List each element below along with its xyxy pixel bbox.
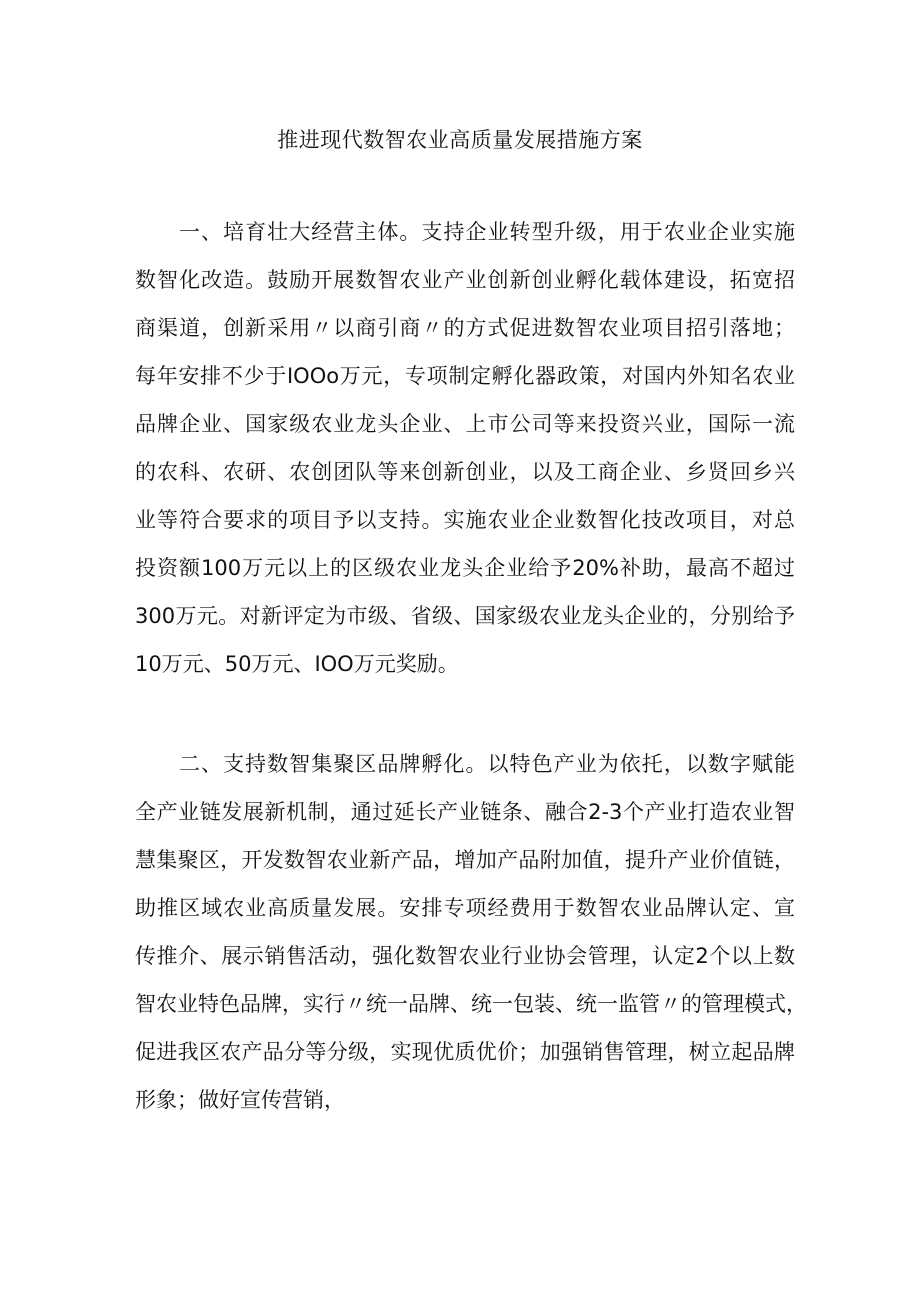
paragraph-1 [135, 208, 795, 688]
paragraph-line: 传推介、展示销售活动，强化数智农业行业协会管理，认定2个以上数 [135, 944, 795, 968]
paragraph-line: 商渠道，创新采用〃以商引商〃的方式促进数智农业项目招引落地； [135, 316, 795, 340]
paragraph-line: 每年安排不少于IOOo万元，专项制定孵化器政策，对国内外知名农业 [135, 364, 795, 388]
paragraph-line: 一、培育壮大经营主体。支持企业转型升级，用于农业企业实施 [179, 220, 795, 244]
paragraph-line: 数智化改造。鼓励开展数智农业产业创新创业孵化载体建设，拓宽招 [135, 268, 795, 292]
paragraph-line: 助推区域农业高质量发展。安排专项经费用于数智农业品牌认定、宣 [135, 896, 795, 920]
paragraph-line: 促进我区农产品分等分级，实现优质优价；加强销售管理，树立起品牌 [135, 1040, 795, 1064]
document-title: 推进现代数智农业高质量发展措施方案 [277, 128, 643, 152]
paragraph-line: 业等符合要求的项目予以支持。实施农业企业数智化技改项目，对总 [135, 508, 795, 532]
paragraph-line: 300万元。对新评定为市级、省级、国家级农业龙头企业的，分别给予 [135, 604, 795, 628]
paragraph-line: 形象；做好宣传营销， [135, 1088, 345, 1112]
paragraph-line: 全产业链发展新机制，通过延长产业链条、融合2-3个产业打造农业智 [135, 800, 795, 824]
paragraph-line: 10万元、50万元、IOO万元奖励。 [135, 652, 459, 676]
paragraph-line: 的农科、农研、农创团队等来创新创业，以及工商企业、乡贤回乡兴 [135, 460, 795, 484]
paragraph-2 [135, 740, 807, 1124]
paragraph-line: 慧集聚区，开发数智农业新产品，增加产品附加值，提升产业价值链， [135, 848, 795, 872]
paragraph-line: 二、支持数智集聚区品牌孵化。以特色产业为依托，以数字赋能 [179, 752, 795, 776]
paragraph-line: 品牌企业、国家级农业龙头企业、上市公司等来投资兴业，国际一流 [135, 412, 795, 436]
paragraph-line: 智农业特色品牌，实行〃统一品牌、统一包装、统一监管〃的管理模式， [135, 992, 807, 1016]
paragraph-line: 投资额100万元以上的区级农业龙头企业给予20%补助，最高不超过 [135, 556, 795, 580]
